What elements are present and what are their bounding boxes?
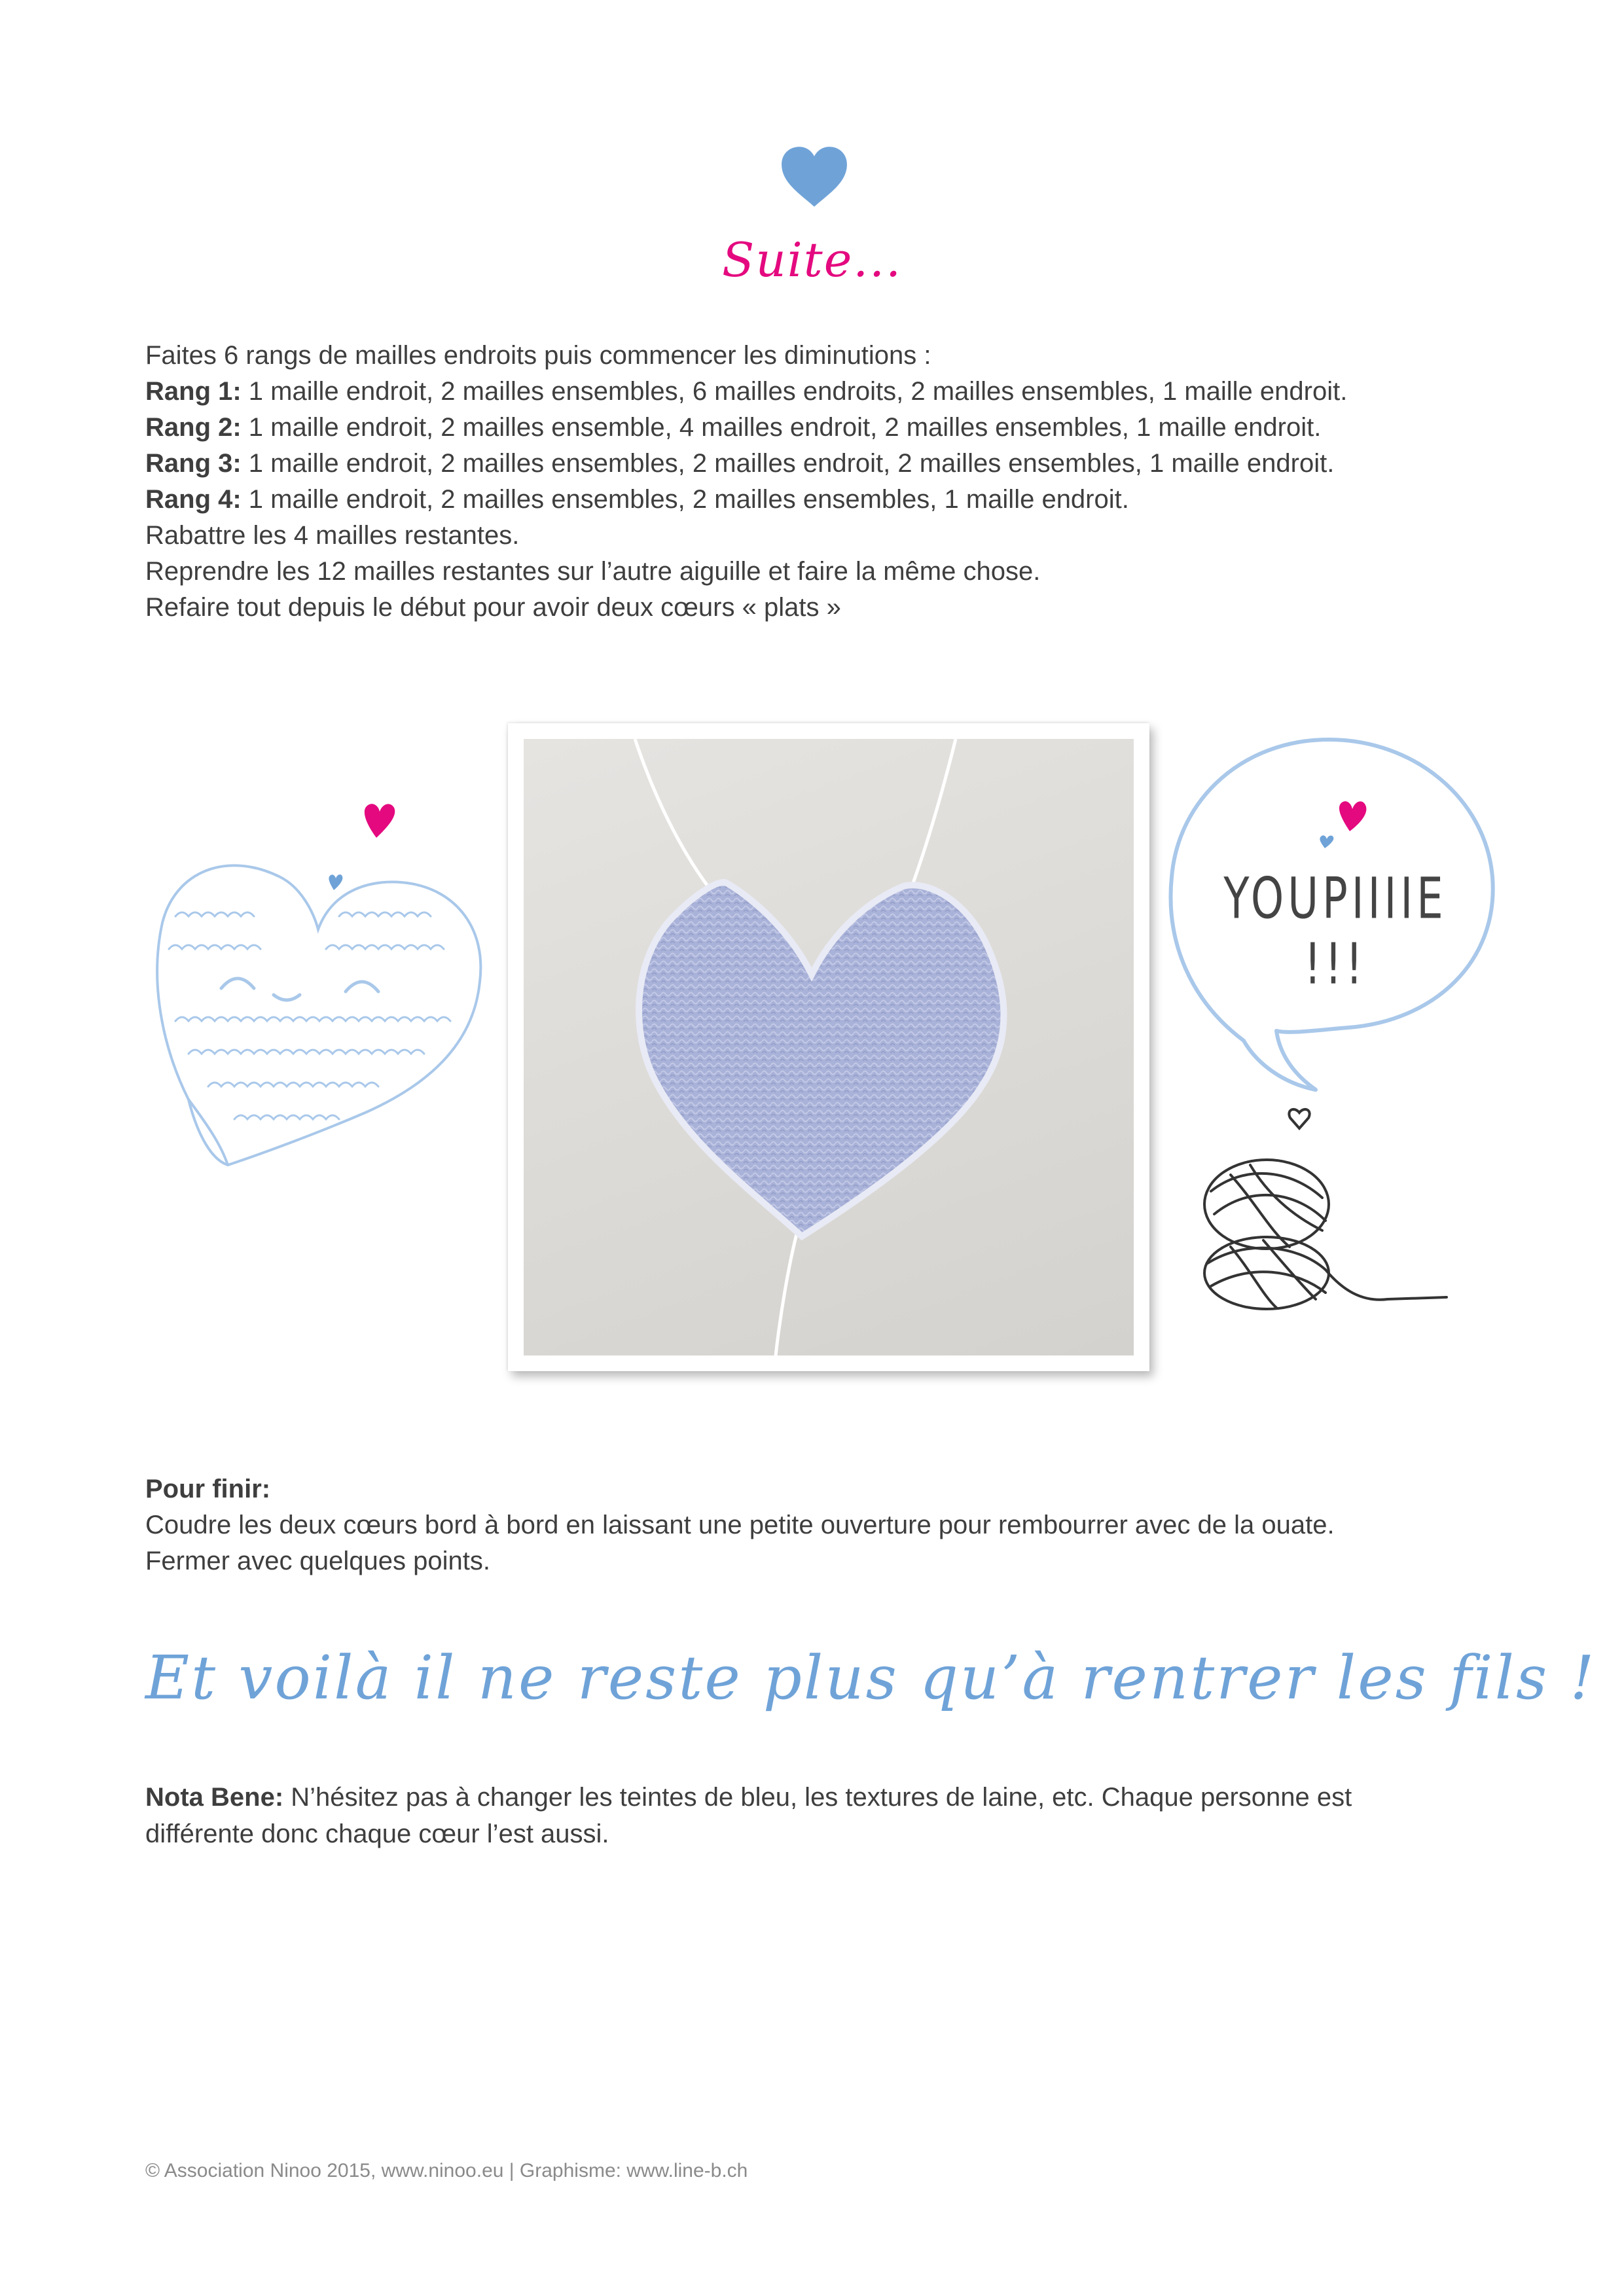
knitted-heart-photo	[508, 723, 1149, 1371]
instructions-intro: Faites 6 rangs de mailles endroits puis commencer les diminutions :	[145, 341, 931, 370]
finish-line-1: Coudre les deux cœurs bord à bord en laissant une petite ouverture pour rembourrer avec de la ouate.	[145, 1511, 1335, 1539]
finish-heading	[145, 1471, 1507, 1507]
row-3-text: 1 maille endroit, 2 mailles ensembles, 2 mailles endroit, 2 mailles ensembles, 1 maille endroit.	[241, 449, 1335, 478]
nota-text-1: N’hésitez pas à changer les teintes de bleu, les textures de laine, etc. Chaque personne est	[283, 1783, 1352, 1812]
row-4-text: 1 maille endroit, 2 mailles ensembles, 2 mailles ensembles, 1 maille endroit.	[241, 485, 1129, 514]
row-4-label: Rang 4:	[145, 485, 242, 514]
finish-line-2: Fermer avec quelques points.	[145, 1547, 490, 1575]
footer-credits: © Association Ninoo 2015, www.ninoo.eu | Graphisme: www.line-b.ch	[145, 2160, 748, 2181]
row-1	[145, 374, 1507, 410]
row-2-label: Rang 2:	[145, 413, 242, 442]
bubble-text: YOUPIIIIE !!!	[1223, 867, 1447, 997]
tagline: Et voilà il ne reste plus qu’à rentrer les fils !	[145, 1643, 1597, 1713]
page-title: Suite...	[722, 232, 902, 287]
top-heart-icon	[780, 145, 848, 208]
resume-line: Reprendre les 12 mailles restantes sur l’autre aiguille et faire la même chose.	[145, 557, 1041, 586]
cast-off-line: Rabattre les 4 mailles restantes.	[145, 521, 520, 550]
repeat-line: Refaire tout depuis le début pour avoir deux cœurs « plats »	[145, 593, 841, 622]
nota-bene	[145, 1779, 1507, 1852]
instructions	[145, 338, 1507, 626]
nota-line-2: différente donc chaque cœur l’est aussi.	[145, 1820, 609, 1848]
doodle-heart-illustration	[149, 851, 490, 1178]
finish-heading-text: Pour finir:	[145, 1475, 271, 1503]
knitted-heart-image	[524, 739, 1134, 1355]
row-3	[145, 446, 1507, 482]
nota-line-1	[145, 1779, 1507, 1816]
nota-label: Nota Bene:	[145, 1783, 284, 1812]
row-3-label: Rang 3:	[145, 449, 242, 478]
row-2	[145, 410, 1507, 446]
row-1-label: Rang 1:	[145, 377, 242, 406]
yarn-ball-illustration	[1191, 1106, 1453, 1322]
row-2-text: 1 maille endroit, 2 mailles ensemble, 4 mailles endroit, 2 mailles ensembles, 1 maille endroit.	[241, 413, 1322, 442]
row-4	[145, 482, 1507, 518]
photo-background	[524, 739, 1134, 1355]
finish-section	[145, 1471, 1507, 1579]
row-1-text: 1 maille endroit, 2 mailles ensembles, 6 mailles endroits, 2 mailles ensembles, 1 maille endroit.	[241, 377, 1348, 406]
